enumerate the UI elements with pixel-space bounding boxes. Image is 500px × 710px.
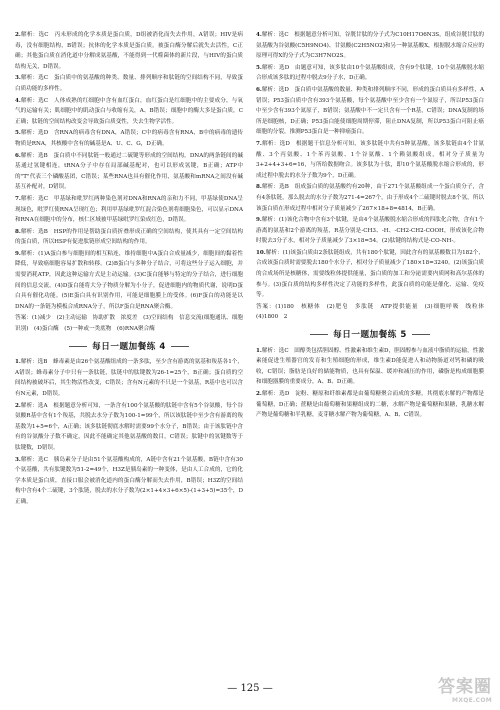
item-number: 8.: [256, 184, 262, 191]
left-answer-list: [15, 30, 243, 335]
item-text: 解析：选B 蜂毒素是由26个氨基酸组成的一条多肽，至少含有游离的氨基和羧基各1个，A错误；蜂毒素分子中只有一条肽链，肽链中的肽键数为26-1=25个，B正确；蛋白质的空间结构被破坏后，其生物活性改变，C错误；含有N元素的不只是一个氨基，R基中也可以含有N元素，D错误。: [15, 359, 243, 397]
item-number: 1.: [15, 359, 21, 366]
item-number: 7.: [15, 195, 21, 202]
item-number: 9.: [256, 217, 262, 224]
answer-item: [15, 227, 243, 248]
answer-item: [15, 313, 243, 334]
watermark-url: MXQE.COM: [452, 697, 492, 704]
item-number: 4.: [15, 97, 21, 104]
answer-item: [15, 96, 243, 128]
answer-item: [256, 85, 484, 138]
section-heading-4: 每日一题加餐练 4: [15, 342, 243, 353]
item-text: 解析：选C 蛋白质中的氨基酸的种类、数量、排列顺序和肽链的空间结构不同，导致蛋白质功能的多样性。: [15, 75, 243, 92]
right-answer-list-after: [256, 346, 484, 421]
answer-item: [256, 346, 484, 388]
item-text: 解析：(1)该化合物中含有3个肽键，是由4个氨基酸脱水缩合形成的四肽化合物，含有1个游离的氨基和2个游离的羧基，R基分别是-CH3、-H、-CH2-CH2-COOH，形成该化合物时脱去3分子水，相对分子质量减少了3×18=54。(2)肽键的结构式是-CO-NH-。: [256, 217, 484, 245]
answer-item: [15, 151, 243, 193]
item-text: 解析：选C 人体成熟的红细胞中含有血红蛋白，血红蛋白是红细胞中的主要成分，与氧气的运输有关；肌细胞中的肌动蛋白与收缩有关，A、B错误；细胞中的酶大多是蛋白质，C正确；肽链的空间结构改变会导致蛋白质变性，失去生物学活性。: [15, 97, 243, 125]
answer-item: [15, 455, 243, 508]
section-heading-5: 每日一题加餐练 5: [256, 330, 484, 341]
answer-item: [256, 389, 484, 421]
item-number: 4.: [256, 32, 262, 38]
item-text: 解析：选C 甲基绿和吡罗红两种染色剂对DNA和RNA的亲和力不同，甲基绿使DNA呈现绿色，吡罗红使RNA呈现红色；利用甲基绿吡罗红混合染色剂将细胞染色，可以显示DNA和RNA在细胞中的分布，核仁区域被甲基绿吡罗红染成红色，D错误。: [15, 195, 243, 224]
item-number: 5.: [256, 64, 262, 71]
left-answer-list-after: [15, 357, 243, 507]
item-number: 1.: [256, 347, 262, 354]
answer-item: [256, 63, 484, 84]
item-text: 解析：选D 由题意可知，该多肽由10个氨基酸组成，含有9个肽键，10个氨基酸脱水缩合形成该多肽的过程中脱去9分子水，D正确。: [256, 64, 484, 82]
item-text: 解析：选B HSP的作用是帮助蛋白质折叠形成正确的空间结构，使其具有一定空间结构的蛋白质，所以HSP有促进肽链形成空间结构的作用。: [15, 228, 243, 246]
watermark-logo: [438, 672, 492, 704]
item-number: 3.: [15, 75, 21, 82]
item-text: 解析：选C 胰岛素分子是由51个氨基酸构成的，A链中含有21个氨基酸，B链中含有30个氨基酸，共有肽键数为51-2=49个，H3Z是胰岛素的一种变体，是由人工合成的，它的化学本质是蛋白质，直接口服会被消化道内的蛋白酶分解而失去作用，B错误；H3Z的空间结构中含有4个二硫键，3个肽链，脱去的水分子数为(2×1+4×3+6×5)-(1+3+5)=35个，D正确。: [15, 456, 243, 505]
item-text: 解析：选C 根据题意分析可知，谷胱甘肽的分子式为C10H17O6N3S，组成谷胱甘肽的氨基酸为谷氨酸(C5H9NO4)、甘氨酸(C2H5NO2)和另一种氨基酸X，根据脱水缩合反应的原理可得X的分子式为C3H7NO2S。: [256, 32, 484, 60]
item-text: 解析：(1)A蛋白参与细胞间的相互粘连，维持细胞中A蛋白合成量减少，细胞间的黏着性降低，导致癌细胞容易扩散和转移。(2)B蛋白与多种分子结合，可将这些分子运入细胞，并需要消耗ATP，因此这种运输方式是主动运输。(3)C蛋白能够与特定的分子结合，进行细胞间的信息交流。(4)D蛋白能将大分子物质分解为小分子，促进细胞内的物质代谢，说明D蛋白具有催化功能。(5)E蛋白具有识别作用，可能是细胞膜上的受体。(6)F蛋白的功能是以DNA的一条链为模板合成RNA分子，所以F蛋白是RNA聚合酶。: [15, 250, 243, 310]
left-column: [15, 30, 243, 509]
item-number: 8.: [15, 228, 21, 235]
item-number: 5.: [15, 130, 21, 137]
item-text: 解析：选A 根据题意分析可知，一条含有100个氨基酸的肽链中含有5个谷氨酸，每个谷氨酸R基中含有1个羧基，共脱去水分子数为100-1=99个，所以该肽链中至少含有游离的羧基数为1+5=6个，A正确；该多肽链彻底水解时需要99个水分子，B错误；由于该肽链中含有的谷氨酸分子数不确定，因此不能确定其他氨基酸的数目，C错误；肽键中的氢键数等于肽键数，D错误。: [15, 402, 243, 451]
item-number: 6.: [256, 86, 262, 93]
item-number: 10.: [256, 249, 266, 256]
item-number: 6.: [15, 152, 21, 159]
item-text: 解析：选D 淀粉、糖原和纤维素都是由葡萄糖聚合而成的多糖，其彻底水解的产物都是葡萄糖，D正确；蔗糖是由葡萄糖和果糖组成的二糖，水解产物是葡萄糖和果糖，乳糖水解产物是葡萄糖和半乳糖，麦芽糖水解产物为葡萄糖，A、B、C错误。: [256, 391, 484, 419]
item-text: 解析：选C 固醇类包括胆固醇、性激素和维生素D，胆固醇参与血液中脂质的运输，性激素能促进生殖器官的发育和生殖细胞的形成，维生素D能促进人和动物肠道对钙和磷的吸收，C错误；脂肪是良好的储能物质，也具有保温、缓冲和减压的作用，磷脂是构成细胞膜和细胞器膜的重要成分，A、B、D正确。: [256, 347, 484, 386]
answer-item: [15, 249, 243, 313]
answer-item: [15, 194, 243, 226]
item-text: 答案：(1)减少 (2)主动运输 协助扩散 浓度差 (3)空间结构 信息交流(细胞通讯、细胞识别) (4)蛋白酶 (5)一种或一类底物 (6)RNA聚合酶: [15, 315, 243, 333]
watermark-logo-text: 答案圈: [438, 677, 492, 697]
item-text: 解析：选C 丙未形成的化学本质是蛋白质，D组被消化而失去作用，A错误；HIV是病毒，没有细胞结构，B错误；抗体的化学本质是蛋白质，被蛋白酶分解后就失去活性，C正确；其他蛋白质在消化道中分解成氨基酸，不能得到一代噬菌体的新片段，与HIV的蛋白质结构无关，D错误。: [15, 32, 243, 70]
item-number: 3.: [15, 456, 21, 463]
answer-item: [15, 30, 243, 72]
item-number: 2.: [15, 32, 21, 38]
answer-item: [15, 401, 243, 454]
item-text: 解析：选B 蛋白质中不同肽链一般通过二硫键等形成的空间结构，DNA的两条链间的碱基通过氢键相连，tRNA分子中存在局部碱基配对，也可以形成氢键，B正确；ATP中的"T"代表三个磷酸基团，C错误；某些RNA也具有催化作用，氨基酸和mRNA之间没有碱基互补配对，D错误。: [15, 152, 243, 191]
page-number: — 125 —: [227, 683, 273, 694]
answer-item: [256, 139, 484, 181]
item-number: 2.: [15, 402, 21, 409]
item-text: 解析：选D 蛋白质中氨基酸的数量、种类和排列顺序不同，形成的蛋白质具有多样性，A错误；P53蛋白质中含有393个氨基酸，每个氨基酸中至少含有一个氮原子，所以P53蛋白中至少含有393个氮原子，B错误；氨基酸中不一定只含有一个R基，C错误；DNA复制的场所是细胞核，D正确；P53蛋白能使细胞周期停滞，阻止DNA复制，所以P53蛋白可阻止癌细胞的分裂，推测P53蛋白是一种抑癌蛋白。: [256, 86, 484, 136]
answer-item: [256, 182, 484, 214]
item-text: 答案：(1)180 核糖体 (2)肥皂 多肽链 ATP提供能量 (3)细胞呼吸 线粒体 (4)1800 2: [256, 303, 490, 321]
item-number: 9.: [15, 250, 21, 257]
answer-item: [15, 128, 243, 149]
item-text: 解析：(1)该蛋白质由2条肽链组成，共有180个肽键，因此含有的氨基酸数目为182个，合成该蛋白质时需要脱去180个水分子，相对分子质量减少了180×18=3240。(2)该蛋白质的合成场所是核糖体，需要线粒体提供能量，蛋白质的加工和分泌需要内质网和高尔基体的参与。(3)蛋白质的结构多样性决定了功能的多样性，此蛋白质的功能是催化、运输、免疫等。: [256, 249, 484, 299]
item-text: 解析：选D 根据题干信息分析可知，该多肽链中共有5种氨基酸，该多肽链由4个甘氨酸、3个丙氨酸、1个苯丙氨酸、1个谷氨酸、1个赖氨酸组成，相对分子质量为3+2+4+3+6=16，与所给数据吻合。该多肽为十肽，即10个氨基酸脱水缩合形成的，形成过程中脱去的水分子数为9个，D正确。: [256, 140, 484, 179]
item-number: 2.: [256, 391, 262, 397]
right-column: [256, 30, 490, 422]
right-answer-list: [256, 30, 490, 323]
answer-item: [256, 302, 490, 323]
answer-item: [15, 73, 243, 94]
answer-item: [256, 248, 484, 301]
item-text: 解析：选B 组成蛋白质的氨基酸约有20种，由于271个氨基酸组成一个蛋白质分子，含有4条肽链，那么脱去的水分子数为271-4=267个，由于形成4个二硫键时脱去8个氢，所以该蛋白质在形成过程中相对分子质量减少了267×18+8=4814，B正确。: [256, 184, 484, 212]
answer-item: [256, 30, 484, 62]
answer-item: [15, 357, 243, 399]
item-number: 7.: [256, 140, 262, 147]
item-text: 解析：选D 含RNA的病毒含有DNA，A错误；C中的病毒含有RNA，B中的病毒的遗传物质是RNA，其核酸中含有的碱基是A、U、C、G，D正确。: [15, 130, 243, 147]
answer-item: [256, 215, 484, 247]
